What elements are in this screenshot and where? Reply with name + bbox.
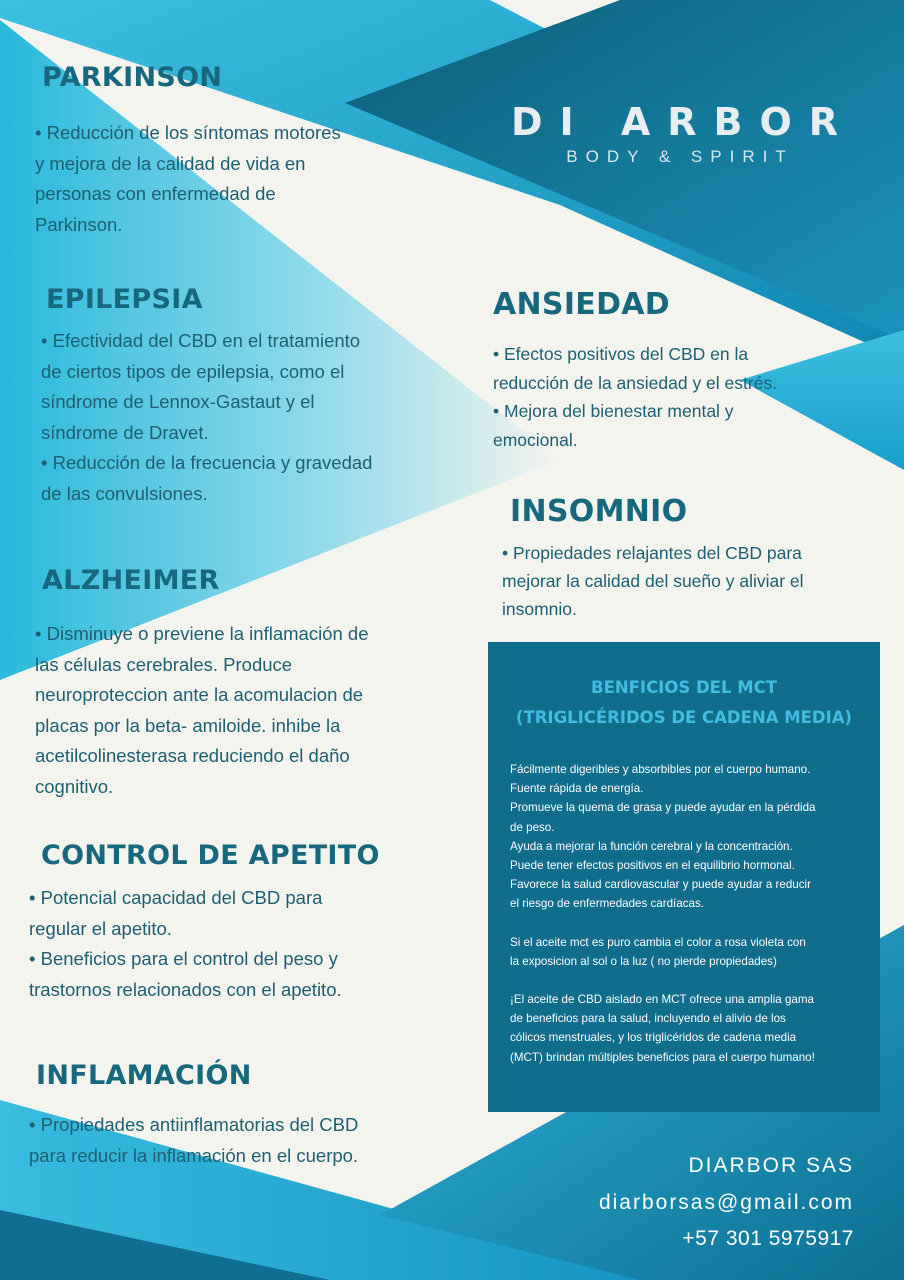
insomnio-title: INSOMNIO — [510, 494, 688, 529]
mct-line: cólicos menstruales, y los triglicéridos de cadena media — [510, 1031, 797, 1045]
control-apetito-title: CONTROL DE APETITO — [41, 840, 380, 871]
mct-line: ¡El aceite de CBD aislado en MCT ofrece una amplia gama — [510, 993, 814, 1007]
mct-title-line: (TRIGLICÉRIDOS DE CADENA MEDIA) — [515, 708, 853, 727]
insomnio-line: • Propiedades relajantes del CBD para — [502, 543, 802, 563]
inflamacion-line: • Propiedades antiinflamatorias del CBD — [29, 1114, 359, 1135]
mct-line: de peso. — [510, 820, 555, 834]
epilepsia-line: • Reducción de la frecuencia y gravedad — [41, 452, 373, 473]
insomnio-line: mejorar la calidad del sueño y aliviar el — [502, 571, 804, 591]
parkinson-line: y mejora de la calidad de vida en — [35, 152, 306, 174]
parkinson-line: personas con enfermedad de — [35, 183, 276, 204]
mct-title — [488, 673, 880, 733]
ansiedad-text — [493, 340, 893, 454]
inflamacion-title: INFLAMACIÓN — [36, 1060, 252, 1091]
control-apetito-line: • Potencial capacidad del CBD para — [29, 887, 323, 908]
control-apetito-line: • Beneficios para el control del peso y — [29, 948, 338, 969]
mct-line: Puede tener efectos positivos en el equilibrio hormonal. — [510, 859, 795, 873]
alzheimer-line: cognitivo. — [35, 775, 114, 797]
epilepsia-line: de las convulsiones. — [41, 482, 208, 504]
parkinson-line: Parkinson. — [35, 213, 123, 235]
parkinson-title: PARKINSON — [42, 62, 223, 93]
ansiedad-title: ANSIEDAD — [493, 287, 671, 322]
mct-title-line: BENFICIOS DEL MCT — [591, 678, 777, 697]
mct-line: Ayuda a mejorar la función cerebral y la concentración. — [510, 839, 793, 853]
mct-body — [510, 760, 872, 1067]
alzheimer-line: placas por la beta- amiloide. inhibe la — [35, 714, 341, 736]
epilepsia-line: • Efectividad del CBD en el tratamiento — [41, 330, 361, 351]
contact-info — [599, 1148, 854, 1258]
email-link[interactable]: diarborsas@gmail.com — [598, 1190, 854, 1214]
ansiedad-line: emocional. — [493, 429, 578, 450]
mct-spacer — [510, 914, 872, 933]
mct-benefits-box — [488, 642, 880, 1112]
mct-line: Promueve la quema de grasa y puede ayudar en la pérdida — [510, 801, 816, 815]
control-apetito-text — [29, 883, 429, 1005]
ansiedad-line: • Efectos positivos del CBD en la — [493, 344, 749, 364]
ansiedad-line: reducción de la ansiedad y el estrés. — [493, 372, 778, 393]
mct-line: (MCT) brindan múltiples beneficios para el cuerpo humano! — [510, 1050, 815, 1064]
alzheimer-title: ALZHEIMER — [42, 565, 220, 596]
mct-line: de beneficios para la salud, incluyendo el alivio de los — [510, 1012, 786, 1026]
insomnio-line: insomnio. — [502, 599, 577, 619]
inflamacion-text — [29, 1110, 439, 1171]
company-name: DIARBOR SAS — [688, 1154, 854, 1177]
epilepsia-line: síndrome de Dravet. — [41, 421, 209, 443]
epilepsia-line: síndrome de Lennox-Gastaut y el — [41, 391, 315, 412]
phone-number[interactable]: +57 301 5975917 — [682, 1227, 854, 1250]
mct-line: Fácilmente digeribles y absorbibles por el cuerpo humano. — [510, 763, 811, 776]
alzheimer-line: • Disminuye o previene la inflamación de — [35, 623, 369, 644]
control-apetito-line: trastornos relacionados con el apetito. — [29, 978, 342, 1000]
epilepsia-text — [41, 326, 441, 509]
alzheimer-text — [35, 619, 440, 802]
parkinson-text — [35, 118, 405, 240]
inflamacion-line: para reducir la inflamación en el cuerpo. — [29, 1144, 359, 1166]
insomnio-text — [502, 539, 892, 623]
mct-line: Si el aceite mct es puro cambia el color a rosa violeta con — [510, 935, 806, 949]
brand-name: DI ARBOR — [510, 100, 856, 144]
epilepsia-line: de ciertos tipos de epilepsia, como el — [41, 360, 345, 382]
brand-tagline: BODY & SPIRIT — [566, 147, 794, 166]
parkinson-line: • Reducción de los síntomas motores — [35, 122, 341, 143]
ansiedad-line: • Mejora del bienestar mental y — [493, 401, 734, 421]
mct-line: Favorece la salud cardiovascular y puede ayudar a reducir — [510, 878, 811, 892]
mct-line: Fuente rápida de energía. — [510, 782, 644, 796]
alzheimer-line: las células cerebrales. Produce — [35, 653, 293, 675]
mct-line: el riesgo de enfermedades cardíacas. — [510, 897, 704, 911]
control-apetito-line: regular el apetito. — [29, 917, 172, 939]
epilepsia-title: EPILEPSIA — [46, 284, 203, 315]
mct-spacer — [510, 971, 872, 990]
mct-line: la exposicion al sol o la luz ( no pierde propiedades) — [510, 954, 777, 968]
alzheimer-line: neuroproteccion ante la acomulacion de — [35, 684, 364, 705]
alzheimer-line: acetilcolinesterasa reduciendo el daño — [35, 745, 350, 766]
